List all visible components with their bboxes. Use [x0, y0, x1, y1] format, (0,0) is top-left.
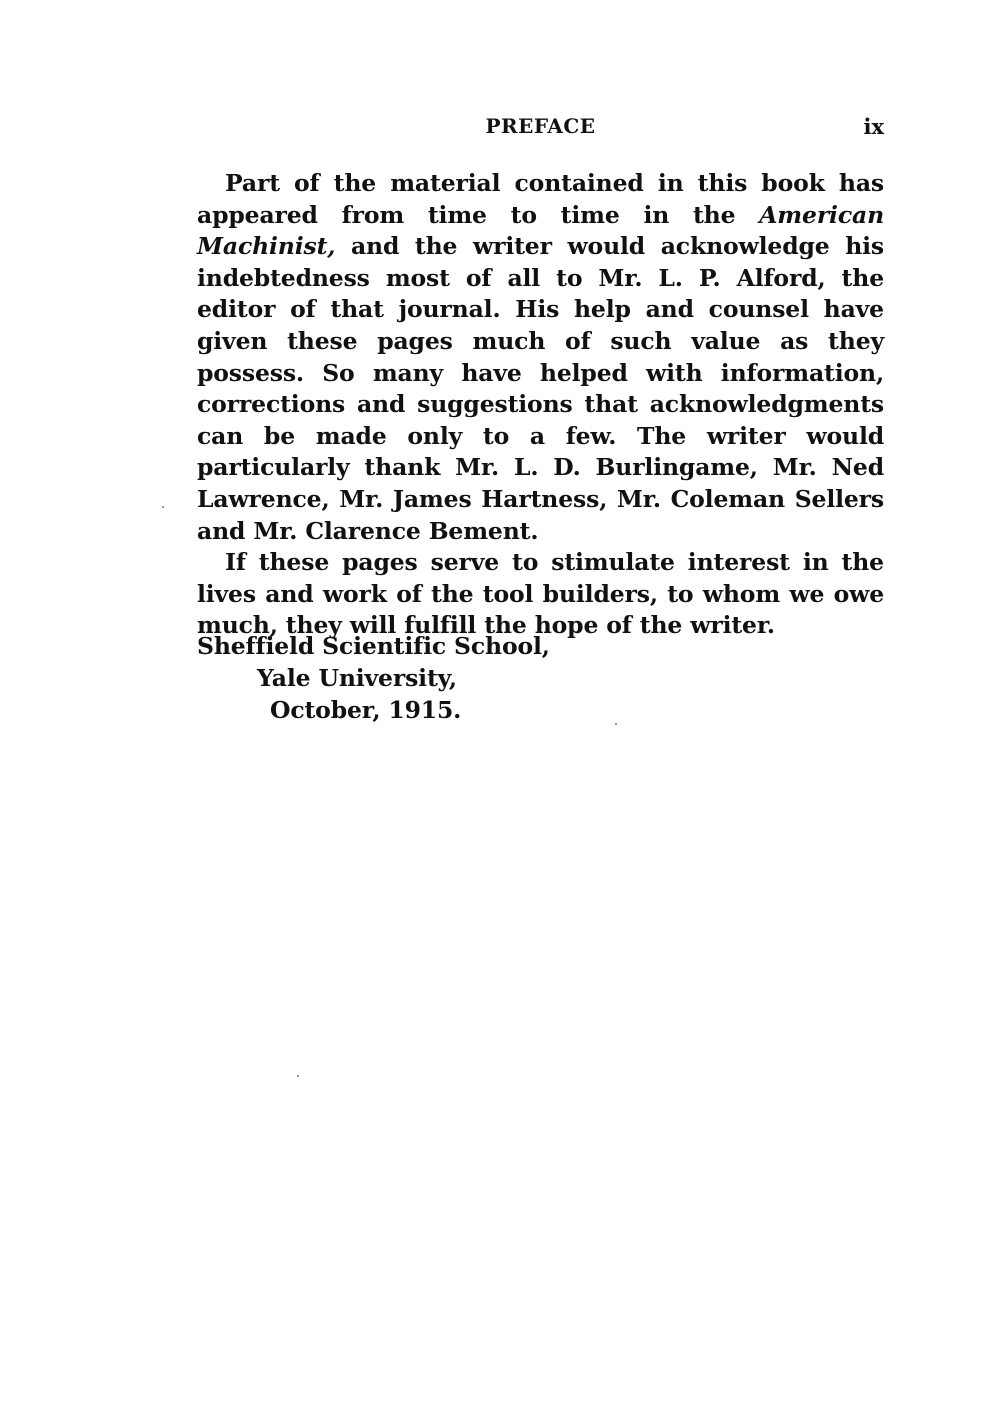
signature-university: Yale University, — [257, 664, 457, 692]
running-head — [197, 114, 884, 148]
paragraph-closing: If these pages serve to stimulate interest in the lives and work of the tool builders, to whom we owe much, they will fulfill the hope of the writer. — [197, 548, 884, 640]
paragraph-text-after: and the writer would acknowledge his indebtedness most of all to Mr. L. P. Alford, the editor of that journal. His help and counsel have given these pages much of such value as they possess. So many have helped with information, corrections and suggestions that acknowledgments can be made only to a few. The writer would particularly thank Mr. L. D. Burlingame, Mr. Ned Lawrence, Mr. James Hartness, Mr. Coleman Sellers and Mr. Clarence Bement. — [197, 232, 884, 545]
page-number: ix — [863, 114, 884, 139]
paragraph-acknowledgments — [197, 168, 884, 547]
paragraph-text-before: Part of the material contained in this book has appeared from time to time in the — [197, 169, 884, 229]
print-speck — [615, 723, 617, 725]
signature-institution: Sheffield Scientific School, — [197, 632, 550, 660]
page-title: PREFACE — [485, 114, 596, 138]
print-speck — [297, 1075, 299, 1077]
journal-title: American Machinist, — [197, 200, 884, 261]
signature-date: October, 1915. — [270, 696, 462, 724]
signature-block — [197, 630, 550, 726]
preface-body — [197, 168, 884, 642]
print-speck — [162, 506, 164, 508]
